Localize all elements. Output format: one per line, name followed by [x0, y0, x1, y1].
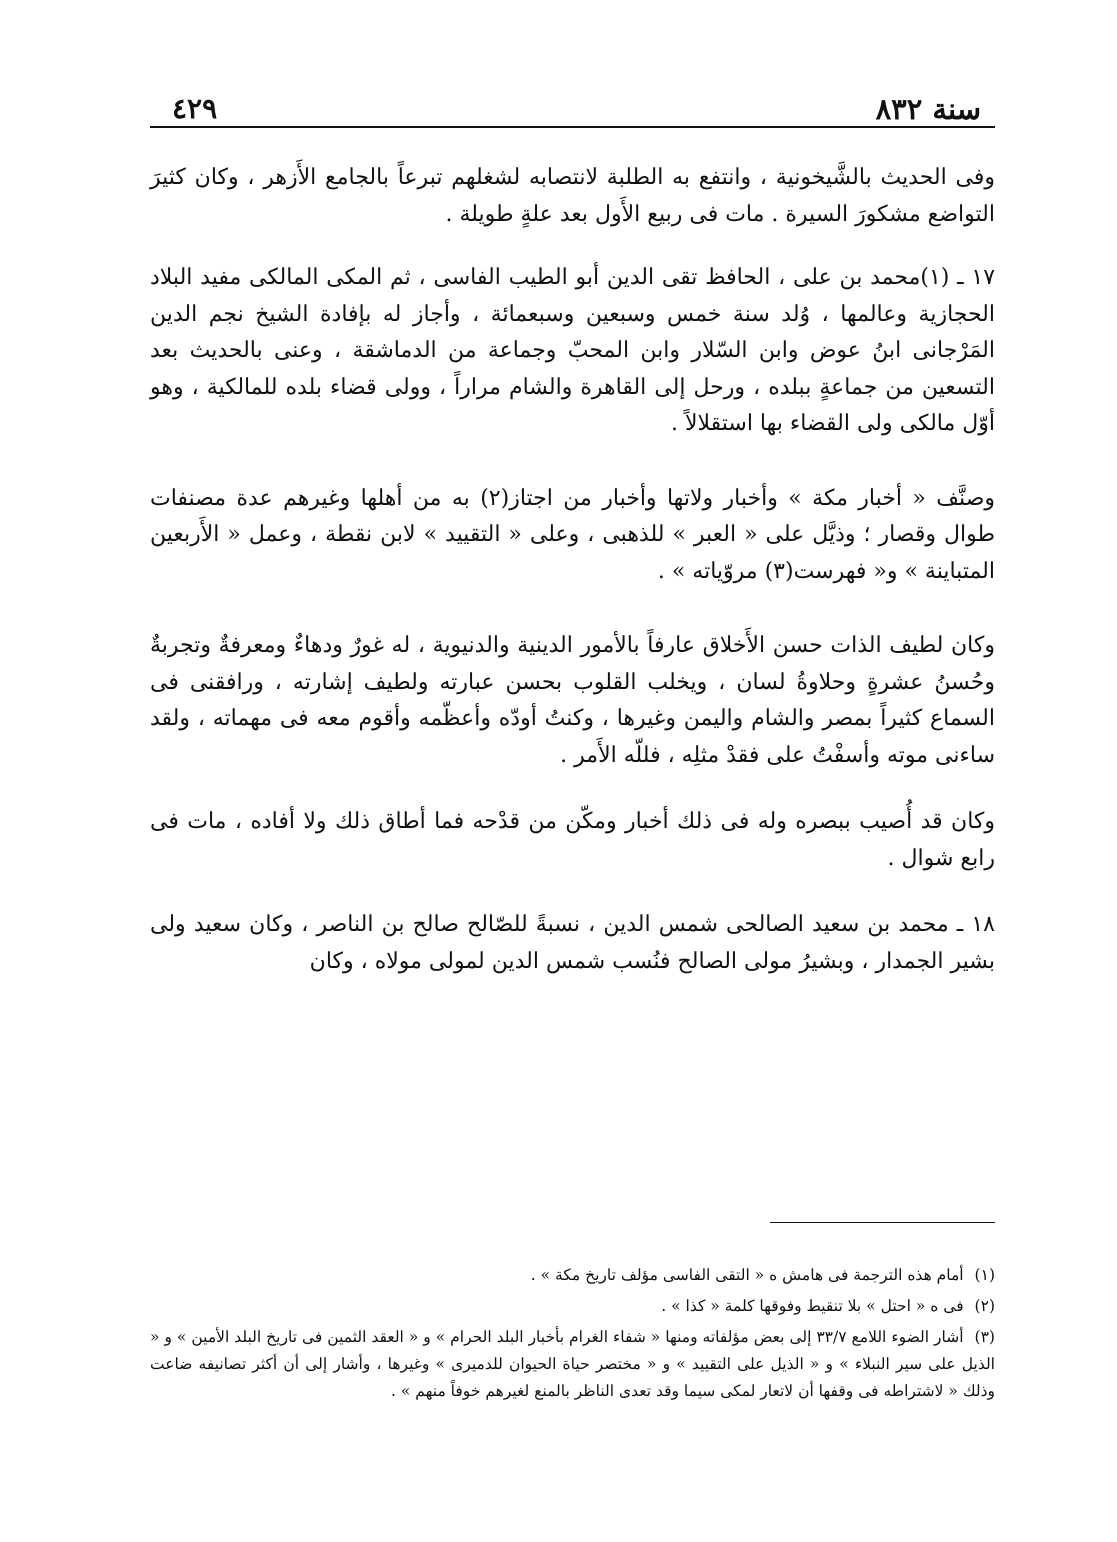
footnote-number: (١) — [974, 1266, 995, 1284]
page-header — [150, 78, 995, 128]
footnote-3 — [150, 1324, 995, 1405]
paragraph-continuation: وفى الحديث بالشَّيخونية ، وانتفع به الطلبة لانتصابه لشغلهم تبرعاً بالجامع الأَزهر ، وكان كثيرَ التواضع مشكورَ السيرة . مات فى ربيع الأَول بعد علةٍ طويلة . — [150, 165, 995, 227]
paragraph-entry-17: ١٧ ـ (١)محمد بن على ، الحافظ تقى الدين أبو الطيب الفاسى ، ثم المكى المالكى مفيد البلاد الحجازية وعالمها ، وُلد سنة خمس وسبعين وسبعمائة ، وأجاز له بإفادة الشيخ نجم الدين المَرْجانى ابنُ عوض وابن السّلار وابن المحبّ وجماعة من الدماشقة ، وعنى بالحديث بعد التسعين من جماعةٍ ببلده ، ورحل إلى القاهرة والشام مراراً ، وولى قضاء بلده للمالكية ، وهو أوّل مالكى ولى القضاء بها استقلالاً . — [150, 265, 996, 436]
running-head-year: سنة ٨٣٢ — [875, 92, 981, 126]
header-rule — [150, 126, 995, 128]
footnote-1 — [150, 1262, 995, 1289]
footnotes — [150, 1262, 995, 1409]
paragraph-works: وصنَّف « أخبار مكة » وأخبار ولاتها وأخبار من اجتاز(٢) به من أهلها وغيرهم عدة مصنفات طوال وقصار ؛ وذيَّل على « العبر » للذهبى ، وعلى « التقييد » لابن نقطة ، وعمل « الأَربعين المتباينة » و« فهرست(٣) مروّياته » . — [150, 485, 995, 584]
paragraph-death: وكان قد أُصيب ببصره وله فى ذلك أخبار ومكّن من قدْحه فما أطاق ذلك ولا أفاده ، مات فى رابع شوال . — [150, 809, 995, 871]
footnote-separator — [770, 1222, 995, 1223]
footnote-text: فى ه « احتل » بلا تنقيط وفوقها كلمة « كذا » . — [661, 1297, 964, 1315]
footnote-text: أشار الضوء اللامع ٣٣/٧ إلى بعض مؤلفاته ومنها « شفاء الغرام بأخبار البلد الحرام » و « العقد الثمين فى تاريخ البلد الأمين » و « الذيل على سير النبلاء » و « الذيل على التقييد » و « مختصر حياة الحيوان للدميرى » وغيرها ، وأشار إلى أن أكثر تصانيفه ضاعت وذلك « لاشتراطه فى وقفها أن لاتعار لمكى سيما وقد تعدى الناظر بالمنع لغيرهم خوفاً منهم » . — [150, 1328, 995, 1400]
page-number: ٤٢٩ — [172, 92, 218, 125]
footnote-number: (٢) — [974, 1297, 995, 1315]
footnote-2 — [150, 1293, 995, 1320]
footnote-text: أمام هذه الترجمة فى هامش ه « التقى الفاسى مؤلف تاريخ مكة » . — [530, 1266, 964, 1284]
paragraph-entry-18: ١٨ ـ محمد بن سعيد الصالحى شمس الدين ، نسبةً للصّالح صالح بن الناصر ، وكان سعيد ولى بشير الجمدار ، وبشيرُ مولى الصالح فنُسب شمس الدين لمولى مولاه ، وكان — [150, 912, 995, 974]
footnote-number: (٣) — [974, 1328, 995, 1346]
paragraph-character: وكان لطيف الذات حسن الأَخلاق عارفاً بالأمور الدينية والدنيوية ، له غورٌ ودهاءٌ ومعرفةٌ وتجربةٌ وحُسنُ عشرةٍ وحلاوةُ لسان ، ويخلب القلوب بحسن عبارته ولطيف إشارته ، ورافقنى فى السماع كثيراً بمصر والشام واليمن وغيرها ، وكنتُ أودّه وأعظّمه وأقوم معه فى مهماته ، ولقد ساءنى موته وأسفْتُ على فقدْ مثلِه ، فللّه الأَمر . — [150, 633, 995, 768]
main-text — [150, 160, 995, 980]
